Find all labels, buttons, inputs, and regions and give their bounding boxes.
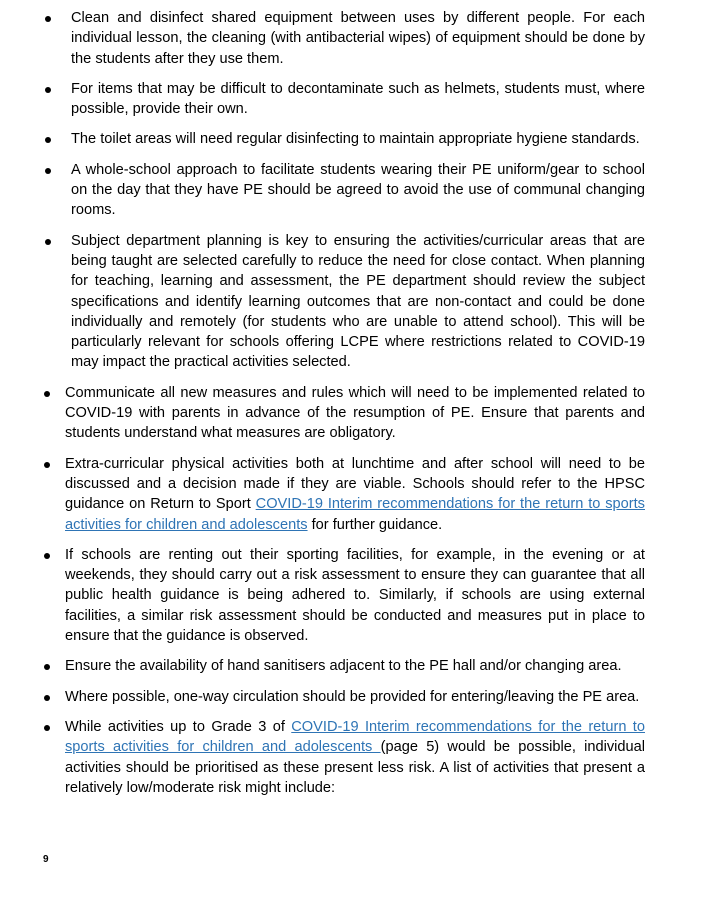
list-item-text: Subject department planning is key to ensuring the activities/curricular areas that are being taught are selected carefully to reduce the need for close contact. When planning for teaching, learning and assessment, the PE department should review the subject specifications and identify learning outcomes that are non-contact and could be done individually and remotely (for students who are unable to attend school). This will be particularly relevant for schools offering LCPE where restrictions related to COVID-19 may impact the practical activities selected.: [71, 232, 645, 371]
bullet-icon: [45, 168, 51, 174]
list-item-text: Where possible, one-way circulation should be provided for entering/leaving the PE area.: [65, 688, 640, 705]
list-item: [0, 231, 645, 373]
bullet-icon: [44, 664, 50, 670]
list-item: [0, 545, 645, 646]
list-item-text: Clean and disinfect shared equipment between uses by different people. For each individual lesson, the cleaning (with antibacterial wipes) of equipment should be done by the students after they use them.: [71, 10, 645, 67]
guidance-bullet-list: [0, 8, 712, 808]
list-item-text: Extra-curricular physical activities both at lunchtime and after school will need to be discussed and a decision made if they are viable. Schools should refer to the HPSC guidance on Return to Sport: [65, 455, 645, 513]
bullet-icon: [45, 137, 51, 143]
bullet-icon: [45, 87, 51, 93]
list-item: [0, 8, 645, 69]
list-item-text-after: for further guidance.: [307, 516, 443, 533]
list-item-text: While activities up to Grade 3 of: [65, 718, 292, 735]
list-item: [0, 79, 645, 120]
list-item-text: A whole-school approach to facilitate students wearing their PE uniform/gear to school on the day that they have PE should be agreed to avoid the use of communal changing rooms.: [71, 161, 645, 219]
bullet-icon: [44, 725, 50, 731]
list-item: [0, 383, 645, 444]
bullet-icon: [44, 462, 50, 468]
list-item: [0, 160, 645, 221]
list-item: [0, 687, 645, 707]
bullet-icon: [44, 391, 50, 397]
list-item-text: If schools are renting out their sporting facilities, for example, in the evening or at weekends, they should carry out a risk assessment to ensure they can guarantee that all public health guidance is being adhered to. Similarly, if schools are using external facilities, a similar risk assessment should be conducted and measures put in place to ensure that the guidance is observed.: [65, 546, 645, 645]
list-item: [0, 454, 645, 535]
page-number: 9: [43, 854, 49, 865]
bullet-icon: [45, 16, 51, 22]
list-item: [0, 656, 645, 676]
list-item-text-after: (page 5) would be possible, individual activities should be prioritised as these present less risk. A list of activities that present a relatively low/moderate risk might include:: [65, 739, 645, 796]
list-item-text: For items that may be difficult to decontaminate such as helmets, students must, where possible, provide their own.: [71, 80, 645, 118]
covid-interim-recommendations-link[interactable]: COVID-19 Interim recommendations for the return to sports activities for children and adolescents: [65, 718, 645, 756]
list-item: [0, 717, 645, 798]
bullet-icon: [45, 239, 51, 245]
list-item: [0, 129, 645, 149]
bullet-icon: [44, 553, 50, 559]
hpsc-return-to-sport-link[interactable]: COVID-19 Interim recommendations for the return to sports activities for children and adolescents: [65, 496, 645, 533]
list-item-text: The toilet areas will need regular disinfecting to maintain appropriate hygiene standards.: [71, 131, 640, 148]
list-item-text: Communicate all new measures and rules which will need to be implemented related to COVID-19 with parents in advance of the resumption of PE. Ensure that parents and students understand what measures are obligatory.: [65, 384, 645, 442]
list-item-text: Ensure the availability of hand sanitisers adjacent to the PE hall and/or changing area.: [65, 658, 622, 675]
bullet-icon: [44, 695, 50, 701]
